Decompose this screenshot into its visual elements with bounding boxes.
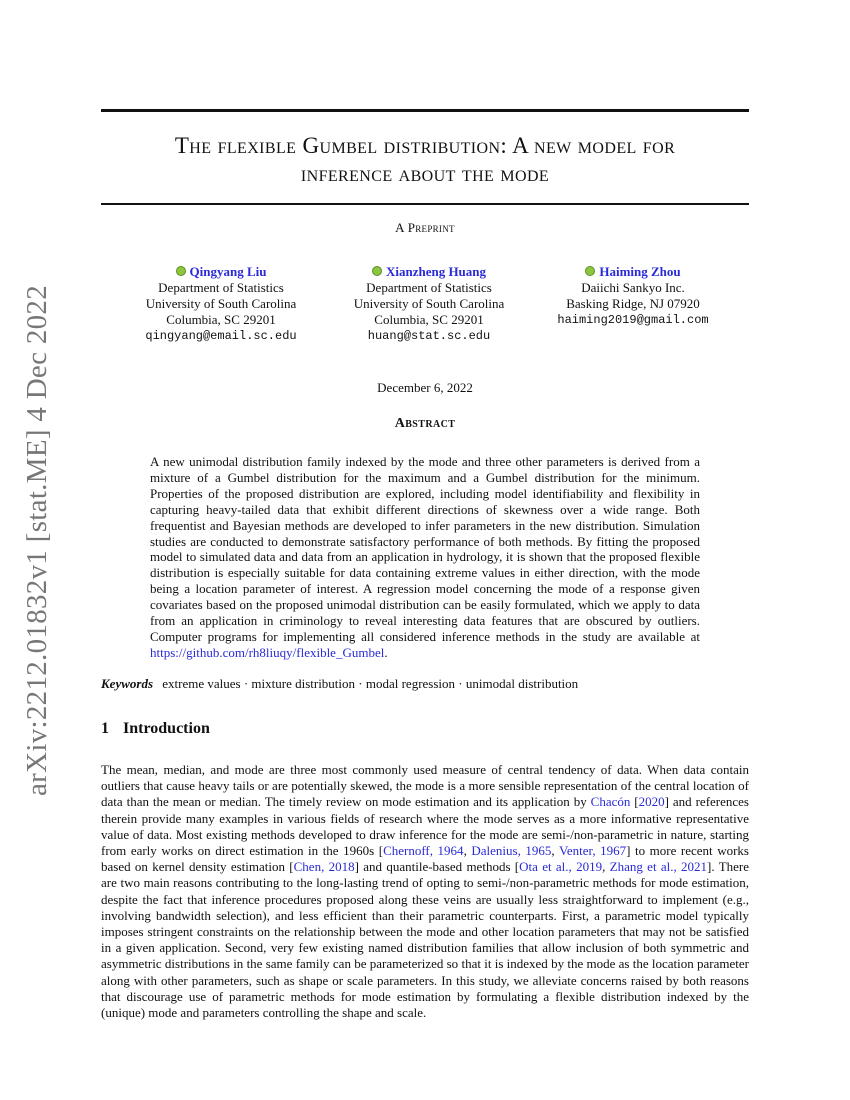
author-email[interactable]: huang@stat.sc.edu bbox=[367, 329, 491, 343]
author-email[interactable]: haiming2019@gmail.com bbox=[557, 313, 709, 327]
intro-text: ]. There are two main reasons contributing to the long-lasting trend of opting to semi-/non-parametric methods for mode estimation, despite the fact that inference procedures proposed along these veins are usually less straightforward to implement (e.g., involving bandwidth selection), and less efficient than their parametric counterparts. First, a parametric model typically imposes stringent constraints on the relationship between the mode and other location parameters that may not be satisfied in a given application. Second, very few existing named distribution families that allow inclusion of both symmetric and asymmetric distributions in the same family can be parameterized so that it is indexed by the mode as the location parameter along with other parameters, such as shape or scale parameters. In this study, we alleviate concerns raised by both reasons that discourage use of parametric methods for mode estimation by formulating a flexible distribution indexed by the (unique) mode and parameters controlling the shape and scale. bbox=[101, 859, 750, 1021]
publication-date: December 6, 2022 bbox=[377, 380, 473, 395]
author-department: Department of Statistics bbox=[366, 280, 492, 295]
citation-link[interactable]: Chernoff, 1964 bbox=[383, 843, 464, 859]
paper-title bbox=[101, 132, 749, 188]
orcid-icon[interactable] bbox=[176, 266, 186, 276]
intro-text: The mean, median, and mode are three most commonly used measure of central tendency of data. When data contain outliers that cause heavy tails or are potentially skewed, the mode is a more sensible representation of the central location of data than the mean or median. The timely review on mode estimation and its application by bbox=[101, 762, 749, 810]
author-company: Daiichi Sankyo Inc. bbox=[581, 280, 685, 295]
github-link[interactable]: https://github.com/rh8liuqy/flexible_Gumbel bbox=[150, 644, 385, 660]
paper-title-line-2: inference about the mode bbox=[300, 161, 550, 186]
intro-text: , bbox=[602, 859, 610, 875]
author-department: Department of Statistics bbox=[158, 280, 284, 295]
intro-text: [ bbox=[630, 794, 639, 810]
citation-link[interactable]: 2020 bbox=[638, 794, 665, 810]
citation-link[interactable]: Zhang et al., 2021 bbox=[609, 859, 708, 875]
intro-text: ] and references therein provide many examples in various fields of research where the mode serves as a more informative representative value of data. Most existing methods developed to draw inference for the mode are semi-/non-parametric in nature, starting from early works on direct estimation in the 1960s [ bbox=[101, 794, 749, 859]
intro-text: , bbox=[463, 843, 472, 859]
citation-link[interactable]: Dalenius, 1965 bbox=[471, 843, 552, 859]
introduction-paragraph bbox=[101, 762, 749, 1021]
author-name[interactable]: Haiming Zhou bbox=[599, 264, 681, 279]
title-top-rule bbox=[101, 109, 749, 112]
author-address: Columbia, SC 29201 bbox=[374, 312, 484, 327]
citation-link[interactable]: Ota et al., 2019 bbox=[519, 859, 603, 875]
citation-link[interactable]: Venter, 1967 bbox=[558, 843, 627, 859]
author-address: Basking Ridge, NJ 07920 bbox=[566, 296, 700, 311]
abstract-text: A new unimodal distribution family indexed by the mode and three other parameters is derived from a mixture of a Gumbel distribution for the maximum and a Gumbel distribution for the minimum. Properties of the proposed distribution are explored, including model identifiability and flexibility in capturing heavy-tailed data that exhibit different directions of skewness over a wide range. Both frequentist and Bayesian methods are developed to infer parameters in the new distribution. Simulation studies are conducted to demonstrate satisfactory performance of both methods. By fitting the proposed model to simulated data and data from an application in hydrology, it is shown that the proposed flexible distribution is especially suitable for data containing extreme values in either direction, with the mode being a location parameter of interest. A regression model concerning the mode of a response given covariates based on the proposed unimodal distribution can be easily formulated, which we apply to data from an application in criminology to reveal interesting data features that are obscured by outliers. Computer programs for implementing all considered inference methods in the study are available at bbox=[150, 454, 700, 644]
citation-link[interactable]: Chen, 2018 bbox=[293, 859, 355, 875]
author-address: Columbia, SC 29201 bbox=[166, 312, 276, 327]
section-number: 1 bbox=[101, 720, 109, 737]
intro-text: ] to more recent works based on kernel density estimation [ bbox=[101, 843, 749, 875]
paper-title-line-1: The flexible Gumbel distribution: A new model for bbox=[174, 133, 676, 158]
intro-text: , bbox=[551, 843, 559, 859]
author-institution: University of South Carolina bbox=[145, 296, 297, 311]
preprint-label: A Preprint bbox=[395, 220, 455, 235]
orcid-icon[interactable] bbox=[585, 266, 595, 276]
author-card bbox=[116, 264, 326, 344]
section-title: Introduction bbox=[123, 720, 210, 737]
keywords-label: Keywords bbox=[101, 676, 153, 691]
title-bottom-rule bbox=[101, 203, 749, 205]
arxiv-identifier-text: arXiv:2212.01832v1 [stat.ME] 4 Dec 2022 bbox=[21, 284, 54, 796]
arxiv-identifier bbox=[18, 284, 58, 796]
abstract-body bbox=[150, 454, 700, 661]
keywords-list: extreme values · mixture distribution · modal regression · unimodal distribution bbox=[162, 676, 579, 691]
author-name[interactable]: Qingyang Liu bbox=[189, 264, 267, 279]
intro-text: ] and quantile-based methods [ bbox=[354, 859, 520, 875]
author-institution: University of South Carolina bbox=[353, 296, 505, 311]
orcid-icon[interactable] bbox=[372, 266, 382, 276]
abstract-heading: Abstract bbox=[394, 416, 456, 431]
author-name[interactable]: Xianzheng Huang bbox=[385, 264, 487, 279]
keywords-line bbox=[101, 676, 749, 692]
author-email[interactable]: qingyang@email.sc.edu bbox=[145, 329, 297, 343]
author-card bbox=[324, 264, 534, 344]
author-card bbox=[528, 264, 738, 328]
section-heading-introduction bbox=[101, 720, 210, 738]
citation-link[interactable]: Chacón bbox=[590, 794, 631, 810]
abstract-end: . bbox=[384, 644, 388, 660]
